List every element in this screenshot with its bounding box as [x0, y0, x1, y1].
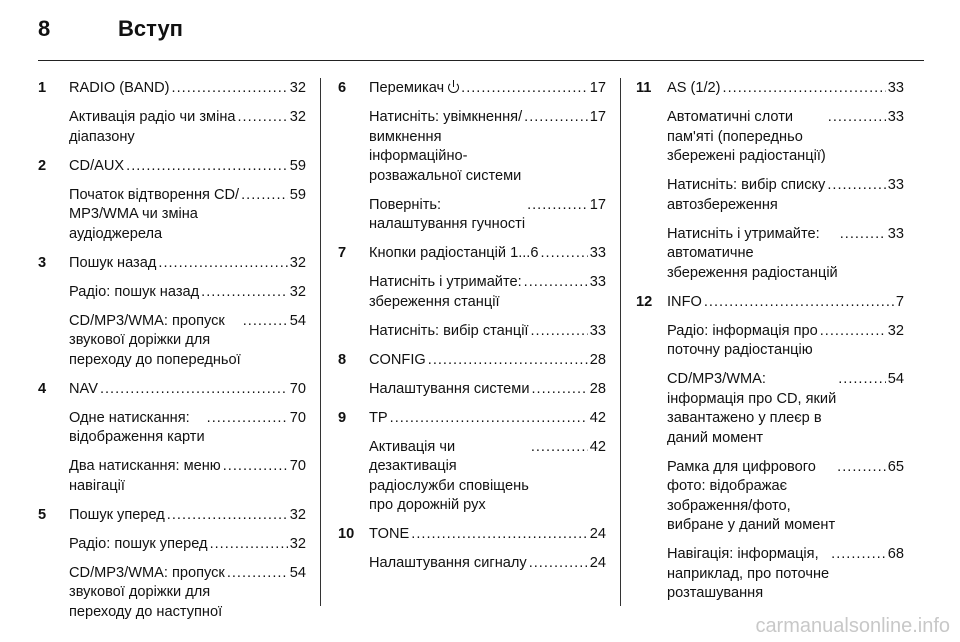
- page-reference: 32: [289, 535, 306, 552]
- index-text-label: Перемикач: [369, 80, 445, 96]
- index-row: [369, 108, 606, 186]
- dot-leader: [540, 244, 587, 264]
- column-2: [338, 79, 606, 583]
- index-row: [69, 79, 306, 99]
- index-row: [369, 554, 606, 574]
- index-text-label: Рамка для цифрового фото: відображає зображення/фото, вибране у даний момент: [667, 458, 836, 533]
- index-text: [69, 564, 225, 623]
- index-text: [369, 273, 522, 312]
- index-text-label: NAV: [69, 380, 98, 397]
- column-1: [38, 79, 306, 632]
- dot-leader: [201, 283, 288, 303]
- index-entry: [38, 157, 306, 245]
- page-title: Вступ: [118, 16, 183, 41]
- index-entry: [38, 79, 306, 147]
- page-number: 8: [38, 16, 51, 41]
- index-row: [69, 457, 306, 496]
- index-text: [369, 108, 522, 186]
- page-reference: 42: [589, 409, 606, 426]
- dot-leader: [126, 157, 288, 177]
- entry-number: 12: [636, 293, 653, 310]
- column-3: [636, 79, 904, 613]
- dot-leader: [461, 79, 588, 99]
- index-row: [667, 293, 904, 313]
- index-text-label: Радіо: пошук назад: [69, 283, 200, 300]
- index-text-label: Натисніть: вибір списку автозбереження: [667, 177, 826, 213]
- page-reference: 65: [887, 458, 904, 475]
- index-row: [667, 79, 904, 99]
- index-row: [69, 283, 306, 303]
- index-text: [69, 457, 221, 496]
- entry-number: 3: [38, 254, 47, 271]
- page-reference: 59: [289, 186, 306, 203]
- index-text-label: CD/MP3/WMA: пропуск звукової доріжки для переходу до попередньої: [69, 312, 241, 368]
- index-text: [69, 157, 124, 177]
- index-text-label: TONE: [369, 526, 410, 542]
- dot-leader: [241, 186, 288, 206]
- index-row: [667, 370, 904, 448]
- index-row: [69, 380, 306, 400]
- index-text: [369, 322, 529, 342]
- index-entry: [38, 506, 306, 623]
- index-row: [369, 244, 606, 264]
- entry-number: 7: [338, 245, 347, 261]
- index-entry: [338, 351, 606, 400]
- index-text-label: Радіо: пошук уперед: [69, 535, 208, 552]
- dot-leader: [531, 438, 588, 458]
- index-text-label: Пошук назад: [69, 254, 157, 271]
- index-text-label: INFO: [667, 293, 702, 310]
- index-text-label: Два натискання: меню навігації: [69, 458, 221, 494]
- entry-number: 4: [38, 380, 47, 397]
- dot-leader: [532, 380, 588, 400]
- index-row: [369, 351, 606, 371]
- index-row: [667, 322, 904, 361]
- page-reference: 32: [289, 506, 306, 523]
- dot-leader: [524, 108, 588, 128]
- index-text: [69, 409, 205, 448]
- index-row: [369, 196, 606, 235]
- index-text-label: CD/MP3/WMA: інформація про CD, який завантажено у плеєр в даний момент: [667, 371, 837, 446]
- page-reference: 32: [289, 80, 306, 96]
- index-text: [667, 225, 838, 284]
- index-row: [369, 273, 606, 312]
- page-reference: 70: [289, 409, 306, 426]
- dot-leader: [531, 322, 588, 342]
- dot-leader: [704, 293, 894, 313]
- header-rule: [38, 60, 924, 61]
- page-reference: 32: [289, 283, 306, 300]
- page-reference: 33: [589, 322, 606, 339]
- dot-leader: [207, 409, 288, 429]
- index-text-label: Натисніть: вибір станції: [369, 322, 529, 339]
- page-reference: 33: [887, 80, 904, 96]
- page-reference: 33: [589, 274, 606, 290]
- index-row: [369, 409, 606, 429]
- index-text-label: TP: [369, 409, 388, 426]
- index-text: [369, 438, 529, 516]
- index-entry: [338, 244, 606, 341]
- index-text-label: Натисніть і утримайте: автоматичне збереження радіостанцій: [667, 225, 838, 281]
- index-row: [667, 176, 904, 215]
- entry-number: 8: [338, 351, 347, 368]
- index-text-label: Поверніть: налаштування гучності: [369, 196, 526, 232]
- page-reference: 33: [887, 109, 904, 125]
- page-reference: 70: [289, 458, 306, 474]
- index-row: [369, 525, 606, 545]
- index-text: [667, 79, 721, 99]
- dot-leader: [223, 457, 288, 477]
- page-reference: 17: [589, 196, 606, 213]
- entry-number: 11: [636, 80, 652, 96]
- index-text: [369, 554, 527, 574]
- index-text: [667, 108, 826, 167]
- page-reference: 28: [589, 351, 606, 368]
- index-text: [369, 79, 459, 99]
- dot-leader: [227, 564, 288, 584]
- index-text: [667, 322, 818, 361]
- index-text: [69, 254, 156, 274]
- page-reference: 24: [589, 526, 606, 542]
- dot-leader: [820, 322, 886, 342]
- dot-leader: [828, 108, 886, 128]
- entry-number: 10: [338, 526, 355, 542]
- page-reference: 17: [589, 80, 606, 96]
- dot-leader: [243, 312, 288, 332]
- index-row: [69, 108, 306, 147]
- index-text-label: CONFIG: [369, 351, 426, 368]
- index-entry: [38, 380, 306, 497]
- dot-leader: [411, 525, 587, 545]
- index-text-label: CD/MP3/WMA: пропуск звукової доріжки для переходу до наступної: [69, 564, 225, 620]
- index-text-label: Натисніть і утримайте: збереження станції: [369, 274, 522, 310]
- index-text: [667, 458, 835, 536]
- index-text-label: CD/AUX: [69, 157, 125, 174]
- page-reference: 32: [289, 109, 306, 125]
- page-reference: 68: [887, 546, 904, 562]
- page-reference: 28: [589, 380, 606, 397]
- dot-leader: [172, 79, 288, 99]
- index-text: [369, 409, 388, 429]
- dot-leader: [428, 351, 588, 371]
- page-reference: 32: [887, 322, 904, 339]
- entry-number: 2: [38, 157, 47, 174]
- index-entry: [338, 525, 606, 574]
- index-text-label: Налаштування системи: [369, 380, 530, 397]
- index-row: [369, 380, 606, 400]
- power-icon: [448, 82, 459, 93]
- index-row: [667, 458, 904, 536]
- index-row: [69, 409, 306, 448]
- index-text-label: AS (1/2): [667, 80, 721, 96]
- index-text-label: Радіо: інформація про поточну радіостанцію: [667, 322, 818, 358]
- index-row: [69, 535, 306, 555]
- index-row: [69, 186, 306, 245]
- page-reference: 70: [289, 380, 306, 397]
- index-row: [667, 225, 904, 284]
- dot-leader: [527, 196, 588, 216]
- entry-number: 9: [338, 409, 347, 426]
- index-text-label: Навігація: інформація, наприклад, про поточне розташування: [667, 546, 830, 601]
- index-text-label: Одне натискання: відображення карти: [69, 409, 205, 445]
- index-text: [69, 283, 199, 303]
- index-text-label: Початок відтворення CD/ MP3/WMA чи зміна аудіоджерела: [69, 186, 240, 242]
- index-row: [667, 108, 904, 167]
- index-text-label: Автоматичні слоти пам'яті (попередньо збережені радіостанції): [667, 109, 826, 164]
- index-text-label: Кнопки радіостанцій 1...6: [369, 245, 539, 261]
- index-text: [69, 506, 165, 526]
- dot-leader: [167, 506, 288, 526]
- index-text: [69, 79, 170, 99]
- dot-leader: [210, 535, 288, 555]
- dot-leader: [524, 273, 588, 293]
- index-row: [69, 254, 306, 274]
- page-reference: 54: [289, 564, 306, 581]
- index-text: [369, 380, 530, 400]
- watermark: carmanualsonline.info: [755, 615, 950, 637]
- index-row: [369, 322, 606, 342]
- page-reference: 33: [887, 225, 904, 242]
- index-text-label: Налаштування сигналу: [369, 555, 527, 571]
- page-reference: 33: [589, 245, 606, 261]
- index-row: [667, 545, 904, 604]
- page-header: [38, 16, 924, 50]
- column-divider: [320, 78, 321, 606]
- page-reference: 59: [289, 157, 306, 174]
- index-text-label: Активація чи дезактивація радіослужби сповіщень про дорожній рух: [369, 438, 529, 513]
- index-text: [369, 351, 426, 371]
- index-entry: [636, 79, 904, 283]
- index-text: [667, 176, 825, 215]
- index-text-label: Пошук уперед: [69, 506, 165, 523]
- index-text: [69, 312, 241, 371]
- entry-number: 5: [38, 506, 47, 523]
- index-text: [69, 535, 208, 555]
- index-entry: [338, 79, 606, 235]
- entry-number: 1: [38, 80, 47, 96]
- index-row: [69, 157, 306, 177]
- page-reference: 17: [589, 109, 606, 125]
- index-text: [667, 293, 702, 313]
- index-text: [667, 370, 836, 448]
- page-reference: 54: [289, 312, 306, 329]
- index-text: [369, 525, 409, 545]
- dot-leader: [390, 409, 588, 429]
- index-text: [69, 108, 236, 147]
- index-entry: [338, 409, 606, 516]
- dot-leader: [238, 108, 288, 128]
- page-reference: 42: [589, 438, 606, 455]
- index-row: [369, 438, 606, 516]
- index-text-label: Натисніть: увімкнення/ вимкнення інформаційно- розважальної системи: [369, 109, 523, 184]
- page-reference: 24: [589, 555, 606, 571]
- dot-leader: [827, 176, 885, 196]
- index-text: [69, 186, 239, 245]
- index-text: [667, 545, 829, 604]
- dot-leader: [840, 225, 886, 245]
- dot-leader: [837, 458, 886, 478]
- page-reference: 54: [887, 371, 904, 387]
- index-row: [369, 79, 606, 99]
- dot-leader: [723, 79, 886, 99]
- index-text-label: Активація радіо чи зміна діапазону: [69, 109, 236, 145]
- page-reference: 7: [895, 293, 904, 310]
- index-row: [69, 506, 306, 526]
- index-entry: [38, 254, 306, 371]
- index-row: [69, 312, 306, 371]
- dot-leader: [529, 554, 588, 574]
- dot-leader: [838, 370, 886, 390]
- index-text: [369, 244, 538, 264]
- index-entry: [636, 293, 904, 604]
- index-text: [369, 196, 525, 235]
- dot-leader: [831, 545, 886, 565]
- page-reference: 32: [289, 254, 306, 271]
- page-reference: 33: [887, 177, 904, 193]
- column-divider: [620, 78, 621, 606]
- entry-number: 6: [338, 80, 347, 96]
- dot-leader: [158, 254, 287, 274]
- index-text-label: RADIO (BAND): [69, 80, 170, 96]
- index-row: [69, 564, 306, 623]
- dot-leader: [100, 380, 288, 400]
- index-text: [69, 380, 98, 400]
